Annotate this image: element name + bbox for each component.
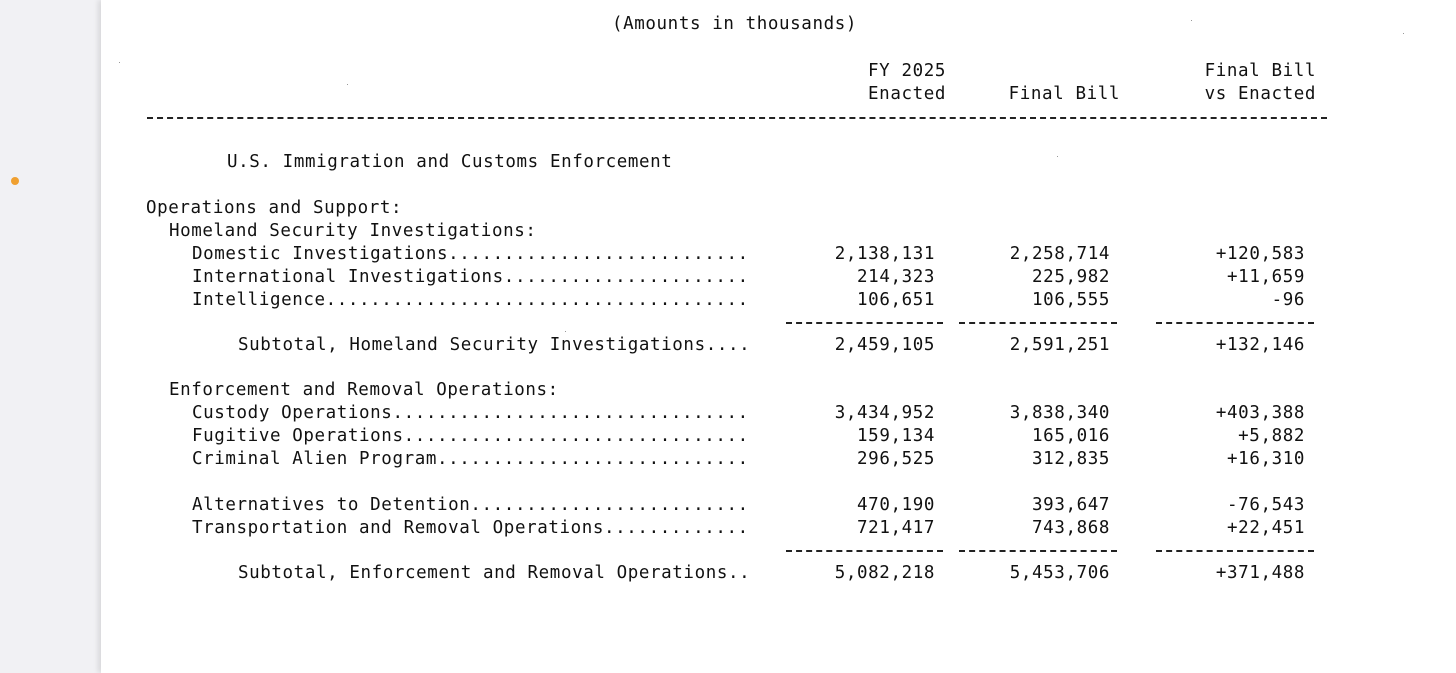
subtotal-rule-diff xyxy=(1156,322,1314,324)
row-final: 393,647 xyxy=(1032,495,1110,515)
row-label: Criminal Alien Program............................ xyxy=(192,449,749,469)
row-label: Alternatives to Detention......................... xyxy=(192,495,749,515)
row-diff: +22,451 xyxy=(1227,518,1305,538)
row-final: 106,555 xyxy=(1032,290,1110,310)
subtotal-rule-final xyxy=(959,550,1117,552)
viewer-margin xyxy=(0,0,101,673)
section-heading: Operations and Support: xyxy=(146,198,403,218)
subtotal-final: 5,453,706 xyxy=(1009,563,1110,583)
scan-speck xyxy=(347,84,348,85)
col-enacted-header-line2: Enacted xyxy=(868,84,946,104)
row-enacted: 470,190 xyxy=(857,495,935,515)
agency-title: U.S. Immigration and Customs Enforcement xyxy=(227,152,673,172)
page-marker-dot xyxy=(11,177,19,185)
row-label: Custody Operations................................ xyxy=(192,403,749,423)
scan-speck xyxy=(119,62,120,63)
subtotal-label: Subtotal, Enforcement and Removal Operations.. xyxy=(238,563,751,583)
subtotal-label: Subtotal, Homeland Security Investigations.... xyxy=(238,335,751,355)
row-enacted: 296,525 xyxy=(857,449,935,469)
row-label: Domestic Investigations........................... xyxy=(192,244,749,264)
subtotal-enacted: 2,459,105 xyxy=(834,335,935,355)
row-label: Intelligence...................................... xyxy=(192,290,749,310)
amounts-note: (Amounts in thousands) xyxy=(612,14,857,34)
row-label: Fugitive Operations............................... xyxy=(192,426,749,446)
scan-speck xyxy=(1057,156,1058,157)
row-final: 312,835 xyxy=(1032,449,1110,469)
row-diff: -96 xyxy=(1271,290,1305,310)
subtotal-diff: +371,488 xyxy=(1215,563,1305,583)
row-enacted: 721,417 xyxy=(857,518,935,538)
col-diff-header-line2: vs Enacted xyxy=(1204,84,1316,104)
row-enacted: 106,651 xyxy=(857,290,935,310)
row-diff: -76,543 xyxy=(1227,495,1305,515)
row-enacted: 159,134 xyxy=(857,426,935,446)
row-diff: +403,388 xyxy=(1215,403,1305,423)
col-enacted-header-line1: FY 2025 xyxy=(868,61,946,81)
subtotal-rule-final xyxy=(959,322,1117,324)
row-diff: +16,310 xyxy=(1227,449,1305,469)
subtotal-rule-enacted xyxy=(786,550,943,552)
row-enacted: 214,323 xyxy=(857,267,935,287)
row-diff: +11,659 xyxy=(1227,267,1305,287)
row-final: 3,838,340 xyxy=(1009,403,1110,423)
subtotal-rule-enacted xyxy=(786,322,943,324)
scan-speck xyxy=(1403,33,1404,34)
row-final: 743,868 xyxy=(1032,518,1110,538)
document-page xyxy=(101,0,1456,673)
row-diff: +120,583 xyxy=(1215,244,1305,264)
row-final: 2,258,714 xyxy=(1009,244,1110,264)
subtotal-enacted: 5,082,218 xyxy=(834,563,935,583)
header-divider xyxy=(147,117,1327,119)
col-final-header: Final Bill xyxy=(1008,84,1120,104)
row-final: 165,016 xyxy=(1032,426,1110,446)
col-diff-header-line1: Final Bill xyxy=(1204,61,1316,81)
ero-heading: Enforcement and Removal Operations: xyxy=(169,380,559,400)
row-label: Transportation and Removal Operations............. xyxy=(192,518,749,538)
row-final: 225,982 xyxy=(1032,267,1110,287)
subtotal-final: 2,591,251 xyxy=(1009,335,1110,355)
subtotal-rule-diff xyxy=(1156,550,1314,552)
row-enacted: 3,434,952 xyxy=(834,403,935,423)
subtotal-diff: +132,146 xyxy=(1215,335,1305,355)
scan-speck xyxy=(1191,20,1192,21)
row-label: International Investigations...................... xyxy=(192,267,749,287)
hsi-heading: Homeland Security Investigations: xyxy=(169,221,537,241)
row-diff: +5,882 xyxy=(1238,426,1305,446)
row-enacted: 2,138,131 xyxy=(834,244,935,264)
scan-speck xyxy=(565,331,566,332)
